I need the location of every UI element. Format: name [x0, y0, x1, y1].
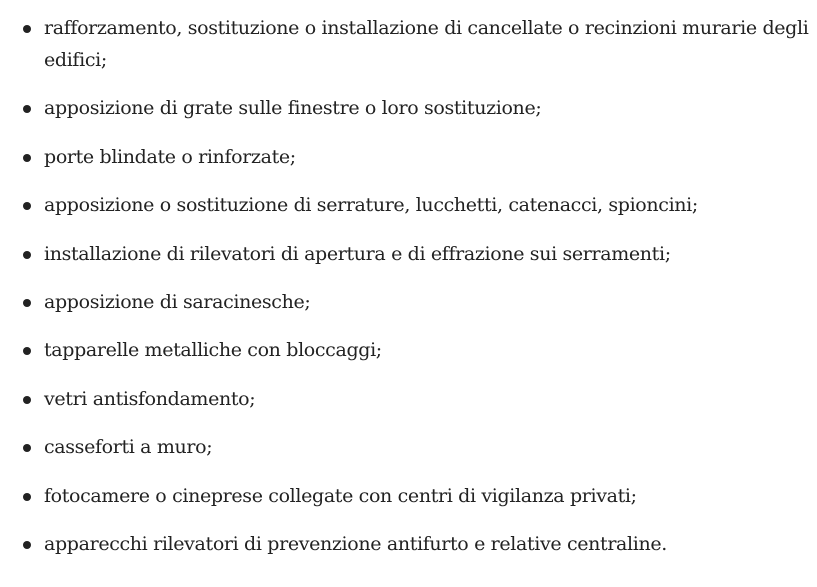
list-item: [0, 383, 817, 415]
bullet-dot-icon: [23, 25, 31, 33]
list-item-text: apparecchi rilevatori di prevenzione antifurto e relative centraline.: [44, 532, 667, 555]
bullet-dot-icon: [23, 347, 31, 355]
bullet-dot-icon: [23, 105, 31, 113]
list-item-text: apposizione di saracinesche;: [44, 290, 311, 313]
list-item: [0, 528, 817, 560]
list-item-text: rafforzamento, sostituzione o installazione di cancellate o recinzioni murarie degli edifici;: [44, 17, 809, 71]
list-item: [0, 286, 817, 318]
bullet-dot-icon: [23, 154, 31, 162]
bullet-dot-icon: [23, 493, 31, 501]
list-item: [0, 334, 817, 366]
list-item: [0, 92, 817, 124]
bullet-dot-icon: [23, 202, 31, 210]
list-item: [0, 431, 817, 463]
list-item-text: porte blindate o rinforzate;: [44, 145, 296, 168]
list-item: [0, 238, 817, 270]
list-item-text: fotocamere o cineprese collegate con centri di vigilanza privati;: [44, 484, 637, 507]
list-item-text: vetri antisfondamento;: [44, 387, 256, 410]
bullet-dot-icon: [23, 251, 31, 259]
list-item-text: installazione di rilevatori di apertura e di effrazione sui serramenti;: [44, 242, 671, 265]
list-item-text: casseforti a muro;: [44, 436, 213, 459]
list-item: [0, 480, 817, 512]
bullet-dot-icon: [23, 444, 31, 452]
bullet-list: [0, 12, 817, 576]
list-item-text: apposizione di grate sulle finestre o loro sostituzione;: [44, 97, 542, 120]
bullet-dot-icon: [23, 299, 31, 307]
list-item: [0, 189, 817, 221]
list-item-text: tapparelle metalliche con bloccaggi;: [44, 339, 382, 362]
list-item-text: apposizione o sostituzione di serrature, lucchetti, catenacci, spioncini;: [44, 194, 698, 217]
bullet-dot-icon: [23, 541, 31, 549]
list-item: [0, 141, 817, 173]
list-item: [0, 12, 817, 76]
bullet-dot-icon: [23, 396, 31, 404]
